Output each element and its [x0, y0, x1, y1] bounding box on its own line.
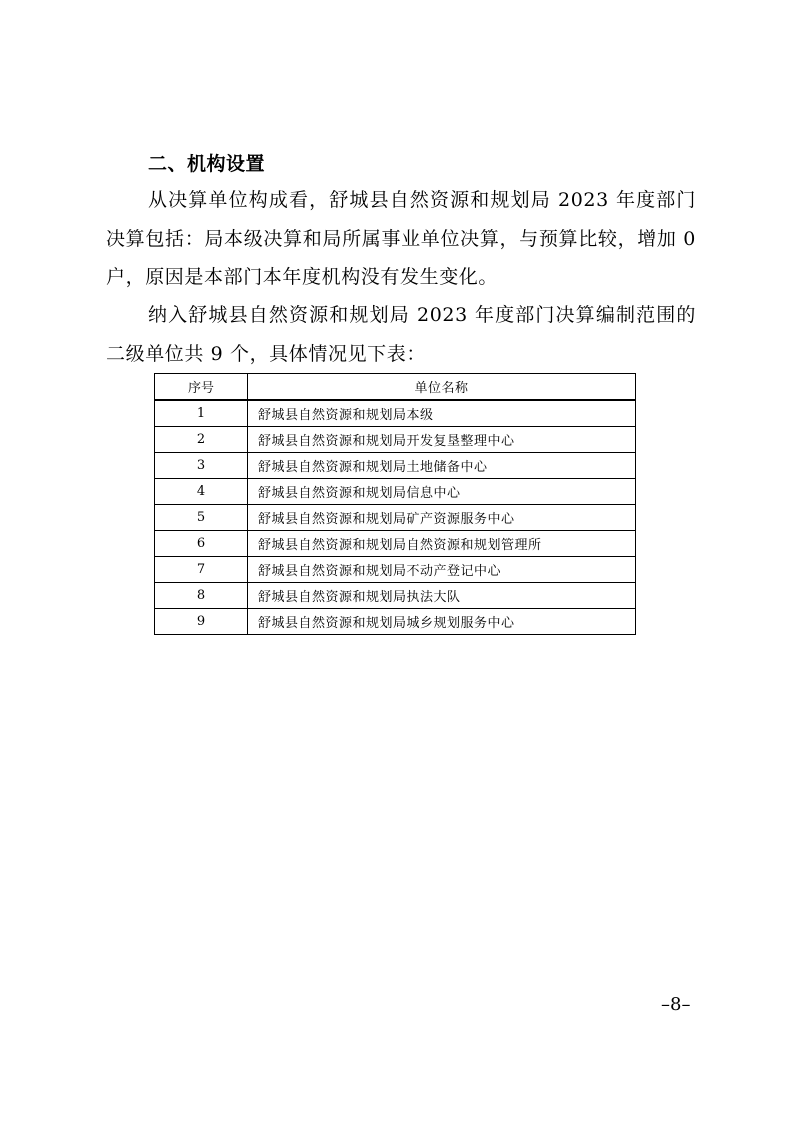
cell-serial: 3 [155, 453, 248, 479]
cell-unit-name: 舒城县自然资源和规划局本级 [248, 400, 636, 427]
cell-unit-name: 舒城县自然资源和规划局开发复垦整理中心 [248, 427, 636, 453]
cell-serial: 9 [155, 609, 248, 635]
table-row [155, 479, 636, 505]
table-header-row [155, 374, 636, 401]
cell-unit-name: 舒城县自然资源和规划局土地储备中心 [248, 453, 636, 479]
table-row [155, 427, 636, 453]
table-row [155, 505, 636, 531]
paragraph-scope [106, 296, 696, 373]
table-row [155, 400, 636, 427]
table-row [155, 583, 636, 609]
cell-serial: 2 [155, 427, 248, 453]
cell-unit-name: 舒城县自然资源和规划局自然资源和规划管理所 [248, 531, 636, 557]
cell-unit-name: 舒城县自然资源和规划局城乡规划服务中心 [248, 609, 636, 635]
cell-unit-name: 舒城县自然资源和规划局不动产登记中心 [248, 557, 636, 583]
cell-unit-name: 舒城县自然资源和规划局矿产资源服务中心 [248, 505, 636, 531]
table-row [155, 557, 636, 583]
table-row [155, 531, 636, 557]
cell-serial: 6 [155, 531, 248, 557]
cell-unit-name: 舒城县自然资源和规划局执法大队 [248, 583, 636, 609]
table-row [155, 453, 636, 479]
section-heading: 二、机构设置 [148, 153, 266, 175]
paragraph-composition [106, 181, 696, 297]
cell-serial: 7 [155, 557, 248, 583]
cell-serial: 5 [155, 505, 248, 531]
page-number: –8– [661, 994, 691, 1015]
cell-serial: 1 [155, 400, 248, 427]
table-row [155, 609, 636, 635]
units-table [154, 373, 636, 635]
cell-serial: 8 [155, 583, 248, 609]
paragraph-text: 从决算单位构成看，舒城县自然资源和规划局 2023 年度部门决算包括：局本级决算和局所属事业单位决算，与预算比较，增加 0 户，原因是本部门本年度机构没有发生变化。 [106, 189, 696, 289]
paragraph-text: 纳入舒城县自然资源和规划局 2023 年度部门决算编制范围的二级单位共 9 个，具体情况见下表： [106, 304, 696, 365]
header-serial: 序号 [155, 374, 248, 401]
cell-serial: 4 [155, 479, 248, 505]
cell-unit-name: 舒城县自然资源和规划局信息中心 [248, 479, 636, 505]
header-unit-name: 单位名称 [248, 374, 636, 401]
